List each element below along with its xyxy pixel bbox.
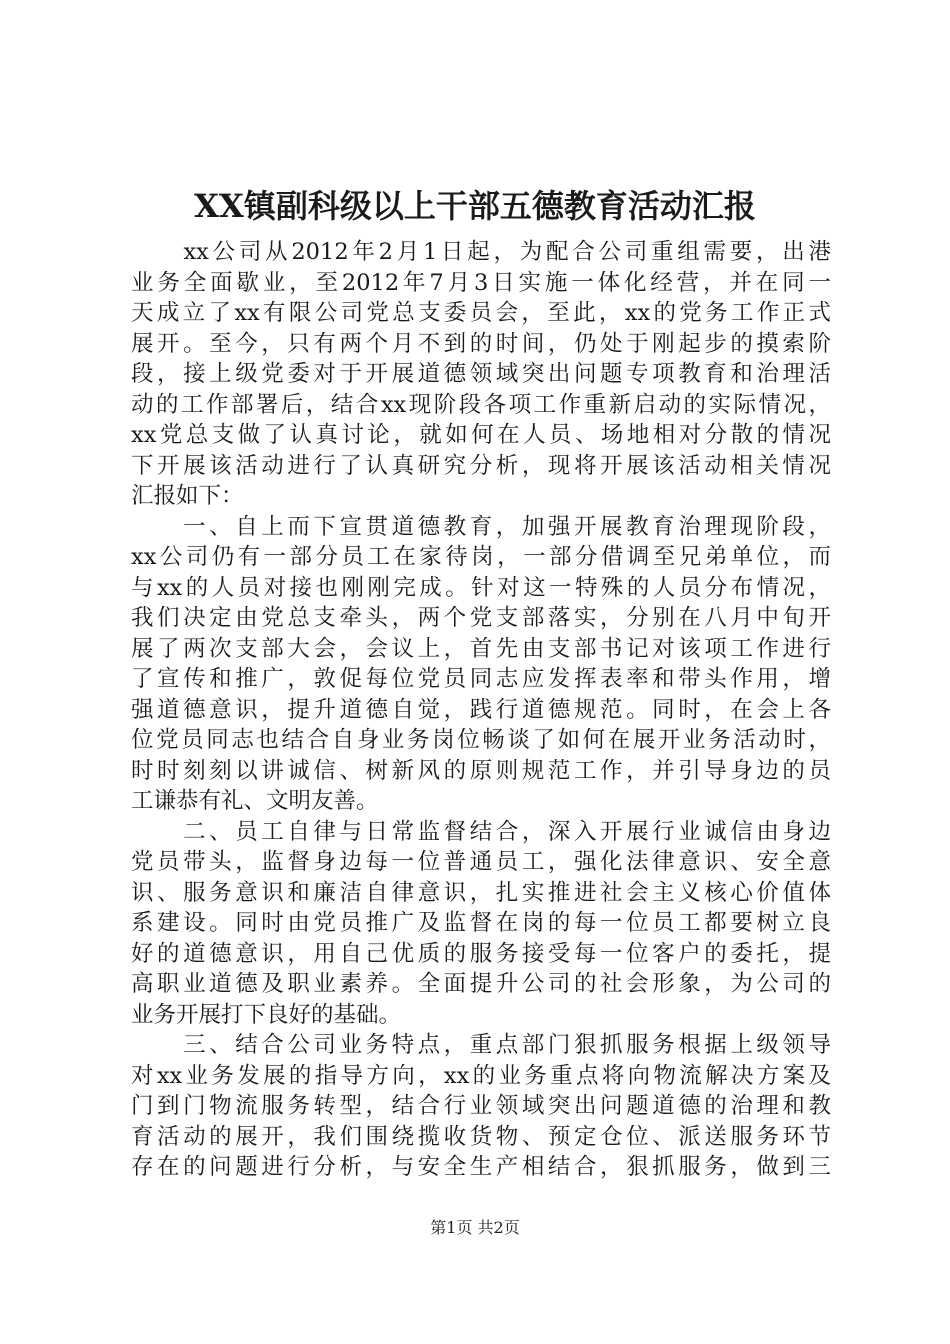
text-line: 二、员工自律与日常监督结合，深入开展行业诚信由身边 <box>131 818 831 845</box>
text-line: 党员带头，监督身边每一位普通员工，强化法律意识、安全意 <box>131 849 831 875</box>
text-line: 段，接上级党委对于开展道德领域突出问题专项教育和治理活 <box>131 361 831 387</box>
text-line: 系建设。同时由党员推广及监督在岗的每一位员工都要树立良 <box>131 910 831 936</box>
text-line: xx公司仍有一部分员工在家待岗，一部分借调至兄弟单位，而 <box>131 544 831 570</box>
text-line: 育活动的展开，我们围绕揽收货物、预定仓位、派送服务环节 <box>131 1123 831 1150</box>
text-line: 了宣传和推广，敦促每位党员同志应发挥表率和带头作用，增 <box>131 666 831 692</box>
text-line: 天成立了xx有限公司党总支委员会，至此，xx的党务工作正式 <box>131 300 831 326</box>
text-line: 工谦恭有礼、文明友善。 <box>131 788 379 814</box>
text-line: 动的工作部署后，结合xx现阶段各项工作重新启动的实际情况， <box>131 391 831 418</box>
text-line: 高职业道德及职业素养。全面提升公司的社会形象，为公司的 <box>131 971 831 997</box>
text-line: 三、结合公司业务特点，重点部门狠抓服务根据上级领导 <box>131 1032 831 1058</box>
text-line: 一、自上而下宣贯道德教育，加强开展教育治理现阶段， <box>131 513 831 540</box>
text-line: 好的道德意识，用自己优质的服务接受每一位客户的委托，提 <box>131 940 831 967</box>
text-line: 下开展该活动进行了认真研究分析，现将开展该活动相关情况 <box>131 452 831 479</box>
page-footer: 第1页 共2页 <box>430 1218 520 1237</box>
text-line: xx公司从2012年2月1日起，为配合公司重组需要，出港 <box>131 239 831 265</box>
text-line: 位党员同志也结合自身业务岗位畅谈了如何在展开业务活动时， <box>131 727 831 753</box>
text-line: 业务开展打下良好的基础。 <box>131 1001 402 1028</box>
text-line: 我们决定由党总支牵头，两个党支部落实，分别在八月中旬开 <box>131 605 831 631</box>
text-line: 识、服务意识和廉洁自律意识，扎实推进社会主义核心价值体 <box>131 879 831 906</box>
document-title: XX镇副科级以上干部五德教育活动汇报 <box>194 187 756 225</box>
text-line: 门到门物流服务转型，结合行业领域突出问题道德的治理和教 <box>131 1093 831 1119</box>
text-line: 对xx业务发展的指导方向，xx的业务重点将向物流解决方案及 <box>131 1062 831 1089</box>
text-line: 汇报如下： <box>131 483 244 509</box>
text-line: 与xx的人员对接也刚刚完成。针对这一特殊的人员分布情况， <box>131 574 831 601</box>
text-line: 展开。至今，只有两个月不到的时间，仍处于刚起步的摸索阶 <box>131 330 831 357</box>
text-line: 存在的问题进行分析，与安全生产相结合，狠抓服务，做到三 <box>131 1154 831 1180</box>
text-line: xx党总支做了认真讨论，就如何在人员、场地相对分散的情况 <box>131 422 831 448</box>
text-line: 业务全面歇业，至2012年7月3日实施一体化经营，并在同一 <box>131 269 831 296</box>
document-body <box>131 237 831 1183</box>
text-line: 强道德意识，提升道德自觉，践行道德规范。同时，在会上各 <box>131 696 831 723</box>
text-line: 展了两次支部大会，会议上，首先由支部书记对该项工作进行 <box>131 635 831 662</box>
text-line: 时时刻刻以讲诚信、树新风的原则规范工作，并引导身边的员 <box>131 757 831 784</box>
